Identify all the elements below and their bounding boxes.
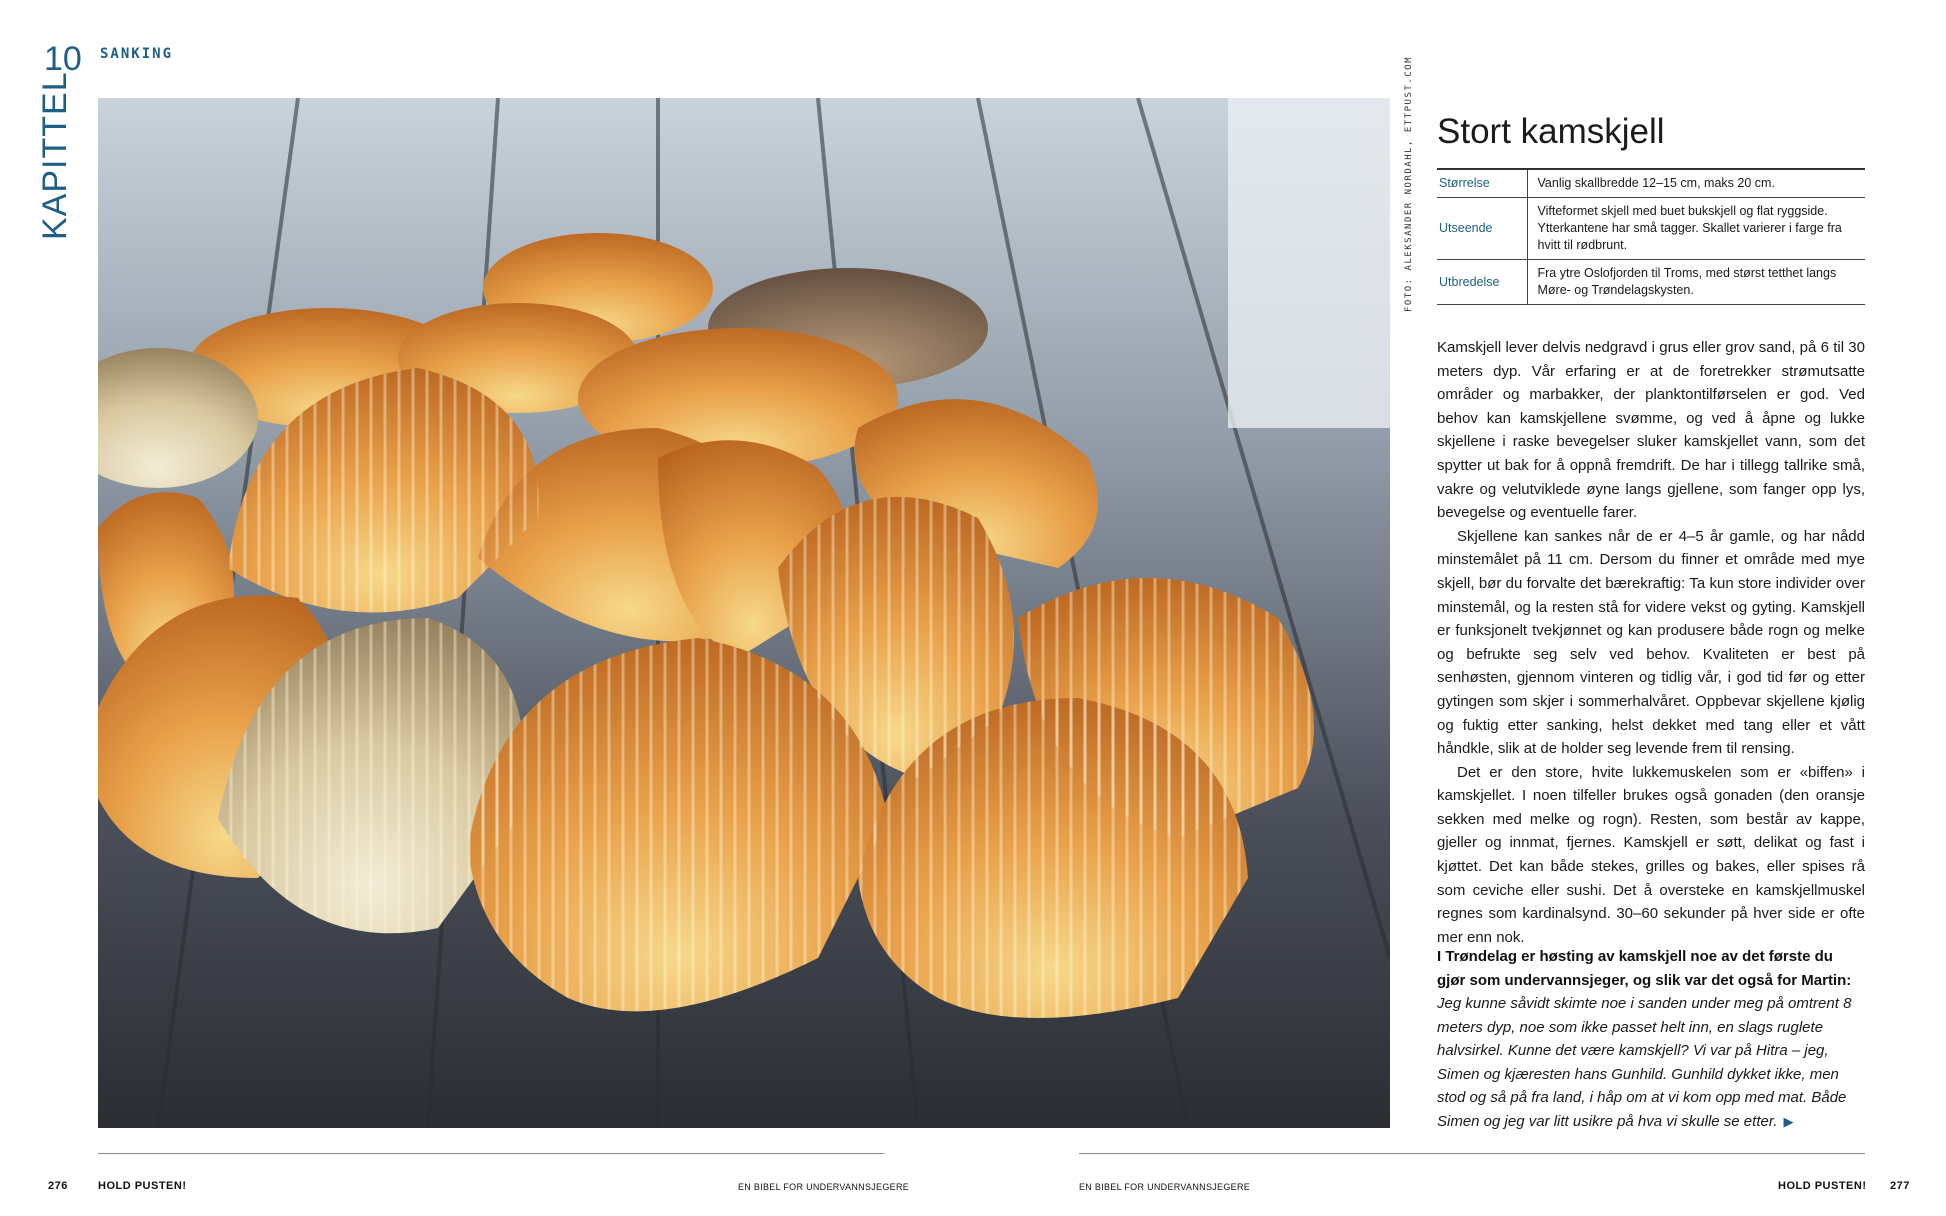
book-subtitle-right: EN BIBEL FOR UNDERVANNSJEGERE — [1079, 1182, 1251, 1192]
scallop-photo-illustration — [98, 98, 1390, 1128]
body-paragraph: Kamskjell lever delvis nedgravd i grus eller grov sand, på 6 til 30 meters dyp. Vår erfaring er at de foretrekker strømutsatte områder og marbakker, der planktontilførselen er god. Ved behov kan kamskjellene svømme, og ved å åpne og lukke skjellene i raske bevegelser sluker kamskjellet vann, som det spytter ut bak for å oppnå fremdrift. De har i tillegg tallrike små, vakre og velutviklede øyne langs gjellene, som fanger opp lys, bevegelse og eventuelle farer. — [1437, 339, 1865, 522]
book-subtitle-left: EN BIBEL FOR UNDERVANNSJEGERE — [738, 1182, 910, 1192]
footer-rule-right — [1079, 1153, 1865, 1154]
body-paragraph: Det er den store, hvite lukkemuskelen som er «biffen» i kamskjellet. I noen tilfeller brukes også gonaden (den oransje sekken med melke og rogn). Resten, som består av kappe, gjeller og innmat, fjernes. Kamskjell er søtt, delikat og fast i kjøttet. Det kan både stekes, grilles og bakes, eller spises rå som ceviche eller sushi. Det å oversteke en kamskjellmuskel regnes som kardinalsynd. 30–60 sekunder på hver side er ofte mer enn nok. — [1437, 763, 1865, 946]
intro-bold-paragraph: I Trøndelag er høsting av kamskjell noe av det første du gjør som undervannsjeger, og slik var det også for Martin: — [1437, 948, 1852, 989]
article-title: Stort kamskjell — [1437, 112, 1665, 151]
section-label: SANKING — [100, 46, 174, 62]
fact-key: Utseende — [1437, 198, 1527, 260]
book-title-left: HOLD PUSTEN! — [98, 1180, 187, 1192]
fact-value: Vifteformet skjell med buet bukskjell og flat ryggside. Ytterkantene har små tagger. Skallet varierer i farge fra hvitt til rødbrunt. — [1527, 198, 1865, 260]
quote-text: Jeg kunne såvidt skimte noe i sanden under meg på omtrent 8 meters dyp, noe som ikke passet helt inn, en slags ruglete halvsirkel. Kunne det være kamskjell? Vi var på Hitra – jeg, Simen og kjæresten hans Gunhild. Gunhild dykket ikke, men stod og så på fra land, i håp om at vi kom opp med mat. Både Simen og jeg var litt usikre på hva vi skulle se etter. — [1437, 995, 1852, 1130]
chapter-number: 10 — [44, 40, 82, 78]
facts-row-distribution — [1437, 260, 1865, 305]
facts-row-size — [1437, 169, 1865, 198]
fact-value: Fra ytre Oslofjorden til Troms, med størst tetthet langs Møre- og Trøndelagskysten. — [1527, 260, 1865, 305]
quote-paragraph — [1437, 992, 1865, 1134]
book-title-right: HOLD PUSTEN! — [1778, 1180, 1867, 1192]
fact-key: Utbredelse — [1437, 260, 1527, 305]
scallop-photo — [98, 98, 1390, 1128]
body-paragraph: Skjellene kan sankes når de er 4–5 år gamle, og har nådd minstemålet på 11 cm. Dersom du finner et område med mye skjell, bør du forvalte det bærekraftig: Ta kun store individer over minstemål, og la resten stå for videre vekst og gyting. Kamskjell er funksjonelt tvekjønnet og kan produsere både rogn og melke og befrukte seg selv ved behov. Kvaliteten er best på senhøsten, gjennom vinteren og tidlig vår, i god tid før og etter gytingen som skjer i sommerhalvåret. Oppbevar skjellene kjølig og fuktig etter sanking, helst dekket med tang eller et vått håndkle, slik at de holder seg levende frem til rensing. — [1437, 527, 1865, 758]
photo-credit: FOTO: ALEKSANDER NORDAHL, ETTPUST.COM — [1404, 56, 1414, 312]
article-body — [1437, 336, 1865, 949]
footer-rule-left — [98, 1153, 884, 1154]
page-number-right: 277 — [1890, 1180, 1910, 1192]
facts-row-appearance — [1437, 198, 1865, 260]
fact-key: Størrelse — [1437, 169, 1527, 198]
facts-table — [1437, 168, 1865, 305]
fact-value: Vanlig skallbredde 12–15 cm, maks 20 cm. — [1527, 169, 1865, 198]
continue-arrow-icon: ▶ — [1783, 1113, 1794, 1129]
page-number-left: 276 — [48, 1180, 68, 1192]
chapter-vertical-label: KAPITTEL — [36, 71, 74, 240]
